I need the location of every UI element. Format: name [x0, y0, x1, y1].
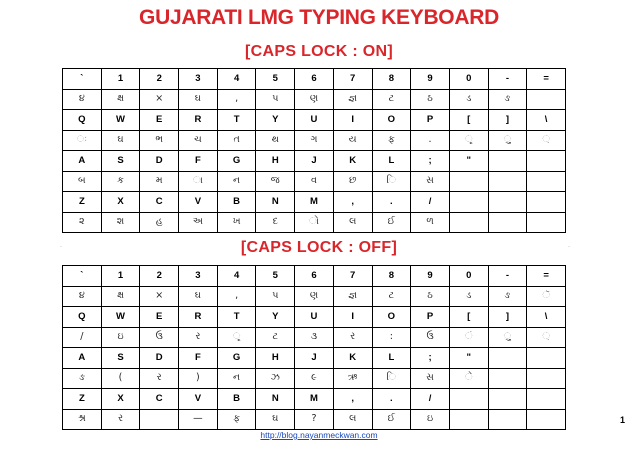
key-cell-latin: 5 — [256, 69, 295, 90]
key-cell-latin: / — [411, 389, 450, 410]
key-cell-gujarati: / — [63, 327, 102, 348]
key-cell-latin: S — [101, 151, 140, 172]
key-cell-gujarati: ઙ — [488, 89, 527, 110]
key-cell-gujarati: વ — [295, 171, 334, 192]
key-row-gujarati — [63, 212, 566, 233]
key-cell-latin — [527, 151, 566, 172]
key-cell-gujarati: . — [411, 130, 450, 151]
key-cell-gujarati: લ — [333, 212, 372, 233]
key-cell-gujarati — [527, 409, 566, 430]
key-cell-gujarati: ર — [140, 368, 179, 389]
key-cell-gujarati: ન — [217, 171, 256, 192]
key-cell-gujarati: , — [217, 89, 256, 110]
key-cell-gujarati: િ — [372, 171, 411, 192]
key-cell-latin: B — [217, 389, 256, 410]
key-row-latin — [63, 110, 566, 131]
key-cell-gujarati: સ — [411, 368, 450, 389]
key-cell-gujarati: મ — [140, 171, 179, 192]
key-cell-gujarati: ૃ — [217, 327, 256, 348]
key-cell-gujarati — [527, 212, 566, 233]
key-cell-gujarati: લ — [333, 409, 372, 430]
key-row-latin — [63, 266, 566, 287]
key-cell-gujarati: ડ — [449, 89, 488, 110]
key-cell-gujarati: ઙ — [488, 286, 527, 307]
key-cell-gujarati: ૨ — [63, 212, 102, 233]
key-cell-latin: - — [488, 69, 527, 90]
key-row-gujarati — [63, 89, 566, 110]
key-cell-latin: F — [179, 348, 218, 369]
key-cell-latin: ` — [63, 69, 102, 90]
key-cell-latin: Q — [63, 110, 102, 131]
key-cell-latin: U — [295, 307, 334, 328]
key-cell-latin: A — [63, 151, 102, 172]
key-cell-gujarati — [449, 409, 488, 430]
key-cell-latin: C — [140, 192, 179, 213]
key-cell-latin: 0 — [449, 266, 488, 287]
key-cell-gujarati: શ્ર — [63, 409, 102, 430]
key-cell-latin: G — [217, 348, 256, 369]
key-cell-latin: , — [333, 389, 372, 410]
key-cell-latin: = — [527, 266, 566, 287]
page-title: GUJARATI LMG TYPING KEYBOARD — [139, 6, 499, 29]
key-cell-gujarati: ત — [217, 130, 256, 151]
key-cell-latin: 7 — [333, 266, 372, 287]
key-cell-latin: J — [295, 348, 334, 369]
key-cell-latin: - — [488, 266, 527, 287]
key-cell-latin: ; — [411, 151, 450, 172]
key-cell-gujarati: ર — [179, 327, 218, 348]
key-cell-gujarati — [527, 171, 566, 192]
key-cell-latin: F — [179, 151, 218, 172]
key-cell-latin: 2 — [140, 266, 179, 287]
key-cell-latin: V — [179, 192, 218, 213]
key-cell-latin: O — [372, 307, 411, 328]
key-cell-gujarati: , — [217, 286, 256, 307]
key-cell-gujarati: થ — [256, 130, 295, 151]
key-cell-latin: B — [217, 192, 256, 213]
key-cell-gujarati: ણ — [295, 89, 334, 110]
key-cell-gujarati: ૅ — [527, 286, 566, 307]
key-cell-latin — [527, 389, 566, 410]
key-cell-gujarati: ક — [101, 171, 140, 192]
key-cell-gujarati: પ — [256, 286, 295, 307]
key-cell-gujarati: ુ — [488, 130, 527, 151]
key-cell-gujarati: ઃ — [63, 130, 102, 151]
key-cell-gujarati: ઠ — [411, 89, 450, 110]
key-cell-latin: 4 — [217, 69, 256, 90]
key-cell-latin: X — [101, 192, 140, 213]
key-cell-gujarati: ૪ — [63, 286, 102, 307]
key-cell-gujarati: પ — [256, 89, 295, 110]
key-cell-latin: L — [372, 348, 411, 369]
key-cell-gujarati: ) — [179, 368, 218, 389]
key-cell-latin: W — [101, 307, 140, 328]
key-row-gujarati — [63, 171, 566, 192]
key-cell-gujarati: ટ — [256, 327, 295, 348]
key-cell-gujarati: ા — [179, 171, 218, 192]
key-cell-latin: S — [101, 348, 140, 369]
key-cell-latin: [ — [449, 110, 488, 131]
key-cell-gujarati: ઙ — [63, 368, 102, 389]
key-cell-gujarati: દ — [256, 212, 295, 233]
key-cell-gujarati — [140, 409, 179, 430]
key-cell-gujarati: ન — [217, 368, 256, 389]
key-cell-latin: P — [411, 307, 450, 328]
key-cell-gujarati: ક્ષ — [101, 286, 140, 307]
key-cell-latin: Z — [63, 389, 102, 410]
key-cell-latin: ` — [63, 266, 102, 287]
key-cell-latin: Z — [63, 192, 102, 213]
key-cell-gujarati: ડ — [449, 286, 488, 307]
key-cell-gujarati: ઇ — [101, 327, 140, 348]
key-cell-latin: I — [333, 307, 372, 328]
key-cell-gujarati: ં — [449, 327, 488, 348]
key-cell-gujarati: ઘ — [179, 89, 218, 110]
key-cell-latin: M — [295, 192, 334, 213]
key-cell-latin: \ — [527, 307, 566, 328]
key-cell-gujarati: ખ — [217, 212, 256, 233]
key-cell-latin: , — [333, 192, 372, 213]
key-cell-latin: ] — [488, 110, 527, 131]
key-cell-latin: Q — [63, 307, 102, 328]
caps-lock-off-heading: [CAPS LOCK : OFF] — [240, 239, 398, 256]
key-cell-gujarati: ઈ — [372, 212, 411, 233]
key-cell-gujarati — [488, 212, 527, 233]
key-cell-latin: H — [256, 151, 295, 172]
key-cell-latin: 7 — [333, 69, 372, 90]
key-cell-latin: [ — [449, 307, 488, 328]
key-cell-gujarati: ઉ — [411, 327, 450, 348]
key-cell-latin: 2 — [140, 69, 179, 90]
key-cell-latin: A — [63, 348, 102, 369]
key-cell-gujarati — [449, 171, 488, 192]
key-cell-gujarati: ઇ — [411, 409, 450, 430]
key-cell-latin: O — [372, 110, 411, 131]
key-cell-gujarati: ર — [333, 327, 372, 348]
key-cell-gujarati: સ — [411, 171, 450, 192]
key-cell-latin: L — [372, 151, 411, 172]
key-row-gujarati — [63, 409, 566, 430]
key-cell-gujarati: ભ — [140, 130, 179, 151]
key-cell-latin: J — [295, 151, 334, 172]
decorative-dot: · — [568, 244, 570, 250]
key-cell-gujarati: ફ — [372, 130, 411, 151]
key-cell-gujarati: × — [140, 89, 179, 110]
key-cell-latin: E — [140, 307, 179, 328]
key-cell-latin: 8 — [372, 266, 411, 287]
key-cell-latin: M — [295, 389, 334, 410]
key-cell-gujarati: ઉ — [140, 327, 179, 348]
key-cell-gujarati: ટ — [372, 89, 411, 110]
key-cell-latin: K — [333, 348, 372, 369]
key-cell-gujarati: શ — [101, 212, 140, 233]
key-cell-latin: ] — [488, 307, 527, 328]
key-cell-latin: W — [101, 110, 140, 131]
key-cell-latin: 9 — [411, 266, 450, 287]
key-cell-latin: / — [411, 192, 450, 213]
key-row-latin — [63, 192, 566, 213]
key-cell-latin: 8 — [372, 69, 411, 90]
key-row-latin — [63, 348, 566, 369]
key-cell-gujarati: : — [372, 327, 411, 348]
key-cell-latin — [527, 192, 566, 213]
key-row-gujarati — [63, 368, 566, 389]
page-number: 1 — [620, 415, 626, 425]
key-cell-latin: 9 — [411, 69, 450, 90]
key-cell-gujarati — [488, 171, 527, 192]
key-cell-gujarati — [488, 409, 527, 430]
key-row-latin — [63, 151, 566, 172]
key-cell-gujarati: ય — [333, 130, 372, 151]
key-row-gujarati — [63, 130, 566, 151]
key-cell-latin: C — [140, 389, 179, 410]
keyboard-table-caps-off — [62, 265, 566, 430]
key-cell-gujarati: ૯ — [295, 368, 334, 389]
key-cell-gujarati: ુ — [488, 327, 527, 348]
key-cell-gujarati: ફ — [217, 409, 256, 430]
key-cell-gujarati — [449, 212, 488, 233]
key-cell-latin: . — [372, 389, 411, 410]
key-cell-gujarati: ૃ — [449, 130, 488, 151]
caps-lock-on-heading: [CAPS LOCK : ON] — [245, 43, 393, 60]
key-cell-gujarati: ઋ — [333, 368, 372, 389]
key-cell-latin: " — [449, 151, 488, 172]
key-cell-latin: P — [411, 110, 450, 131]
key-cell-gujarati: ળ — [411, 212, 450, 233]
key-cell-gujarati: ે — [449, 368, 488, 389]
key-cell-latin: G — [217, 151, 256, 172]
key-cell-latin — [449, 389, 488, 410]
key-cell-gujarati: ૪ — [63, 89, 102, 110]
key-cell-gujarati: હ — [140, 212, 179, 233]
key-cell-latin: " — [449, 348, 488, 369]
key-cell-gujarati: ઘ — [256, 409, 295, 430]
key-cell-latin — [488, 192, 527, 213]
key-cell-gujarati: ચ — [179, 130, 218, 151]
key-cell-latin — [488, 348, 527, 369]
key-cell-latin: E — [140, 110, 179, 131]
key-cell-gujarati: ણ — [295, 286, 334, 307]
key-cell-latin: 1 — [101, 266, 140, 287]
key-cell-latin: U — [295, 110, 334, 131]
key-cell-latin — [527, 348, 566, 369]
key-cell-gujarati: ક્ષ — [101, 89, 140, 110]
key-cell-gujarati: — — [179, 409, 218, 430]
key-cell-gujarati: ઠ — [411, 286, 450, 307]
key-cell-gujarati: જ્ઞ — [333, 89, 372, 110]
key-row-gujarati — [63, 327, 566, 348]
key-cell-gujarati — [527, 89, 566, 110]
key-row-latin — [63, 389, 566, 410]
key-cell-gujarati: ટ — [372, 286, 411, 307]
key-cell-latin — [488, 389, 527, 410]
key-cell-latin: 3 — [179, 69, 218, 90]
key-cell-gujarati: ઘ — [179, 286, 218, 307]
key-cell-latin: X — [101, 389, 140, 410]
key-cell-gujarati: ? — [295, 409, 334, 430]
keyboard-table-caps-on — [62, 68, 566, 233]
key-cell-gujarati: ઘ — [101, 130, 140, 151]
key-cell-latin: T — [217, 307, 256, 328]
key-cell-latin: R — [179, 110, 218, 131]
key-cell-gujarati: જ — [256, 171, 295, 192]
key-cell-gujarati: ઼ — [527, 327, 566, 348]
key-row-gujarati — [63, 286, 566, 307]
key-cell-latin: 5 — [256, 266, 295, 287]
key-cell-latin: H — [256, 348, 295, 369]
key-cell-gujarati: બ — [63, 171, 102, 192]
key-cell-gujarati: ઼ — [527, 130, 566, 151]
key-cell-gujarati: ઝ — [256, 368, 295, 389]
key-cell-latin: 0 — [449, 69, 488, 90]
decorative-dot: · — [60, 244, 62, 250]
key-cell-latin: 4 — [217, 266, 256, 287]
key-cell-latin: 6 — [295, 266, 334, 287]
key-cell-latin: = — [527, 69, 566, 90]
key-cell-gujarati: િ — [372, 368, 411, 389]
key-row-latin — [63, 307, 566, 328]
key-cell-latin: \ — [527, 110, 566, 131]
key-cell-latin: I — [333, 110, 372, 131]
key-row-latin — [63, 69, 566, 90]
key-cell-latin: V — [179, 389, 218, 410]
key-cell-gujarati — [488, 368, 527, 389]
key-cell-latin: ; — [411, 348, 450, 369]
key-cell-gujarati: ગ — [295, 130, 334, 151]
key-cell-latin: . — [372, 192, 411, 213]
key-cell-gujarati: છ — [333, 171, 372, 192]
key-cell-latin — [449, 192, 488, 213]
key-cell-gujarati: જ્ઞ — [333, 286, 372, 307]
key-cell-latin — [488, 151, 527, 172]
key-cell-latin: D — [140, 151, 179, 172]
key-cell-latin: T — [217, 110, 256, 131]
key-cell-gujarati: ઈ — [372, 409, 411, 430]
key-cell-latin: R — [179, 307, 218, 328]
key-cell-gujarati: ર — [101, 409, 140, 430]
blog-link[interactable]: http://blog.nayanmeckwan.com — [260, 430, 378, 440]
key-cell-latin: N — [256, 192, 295, 213]
key-cell-latin: K — [333, 151, 372, 172]
key-cell-gujarati: ૩ — [295, 327, 334, 348]
key-cell-latin: 1 — [101, 69, 140, 90]
key-cell-latin: Y — [256, 110, 295, 131]
key-cell-gujarati — [527, 368, 566, 389]
key-cell-latin: 6 — [295, 69, 334, 90]
key-cell-gujarati: × — [140, 286, 179, 307]
key-cell-gujarati: ો — [295, 212, 334, 233]
key-cell-latin: N — [256, 389, 295, 410]
key-cell-latin: Y — [256, 307, 295, 328]
key-cell-latin: 3 — [179, 266, 218, 287]
key-cell-gujarati: ( — [101, 368, 140, 389]
key-cell-latin: D — [140, 348, 179, 369]
key-cell-gujarati: અ — [179, 212, 218, 233]
